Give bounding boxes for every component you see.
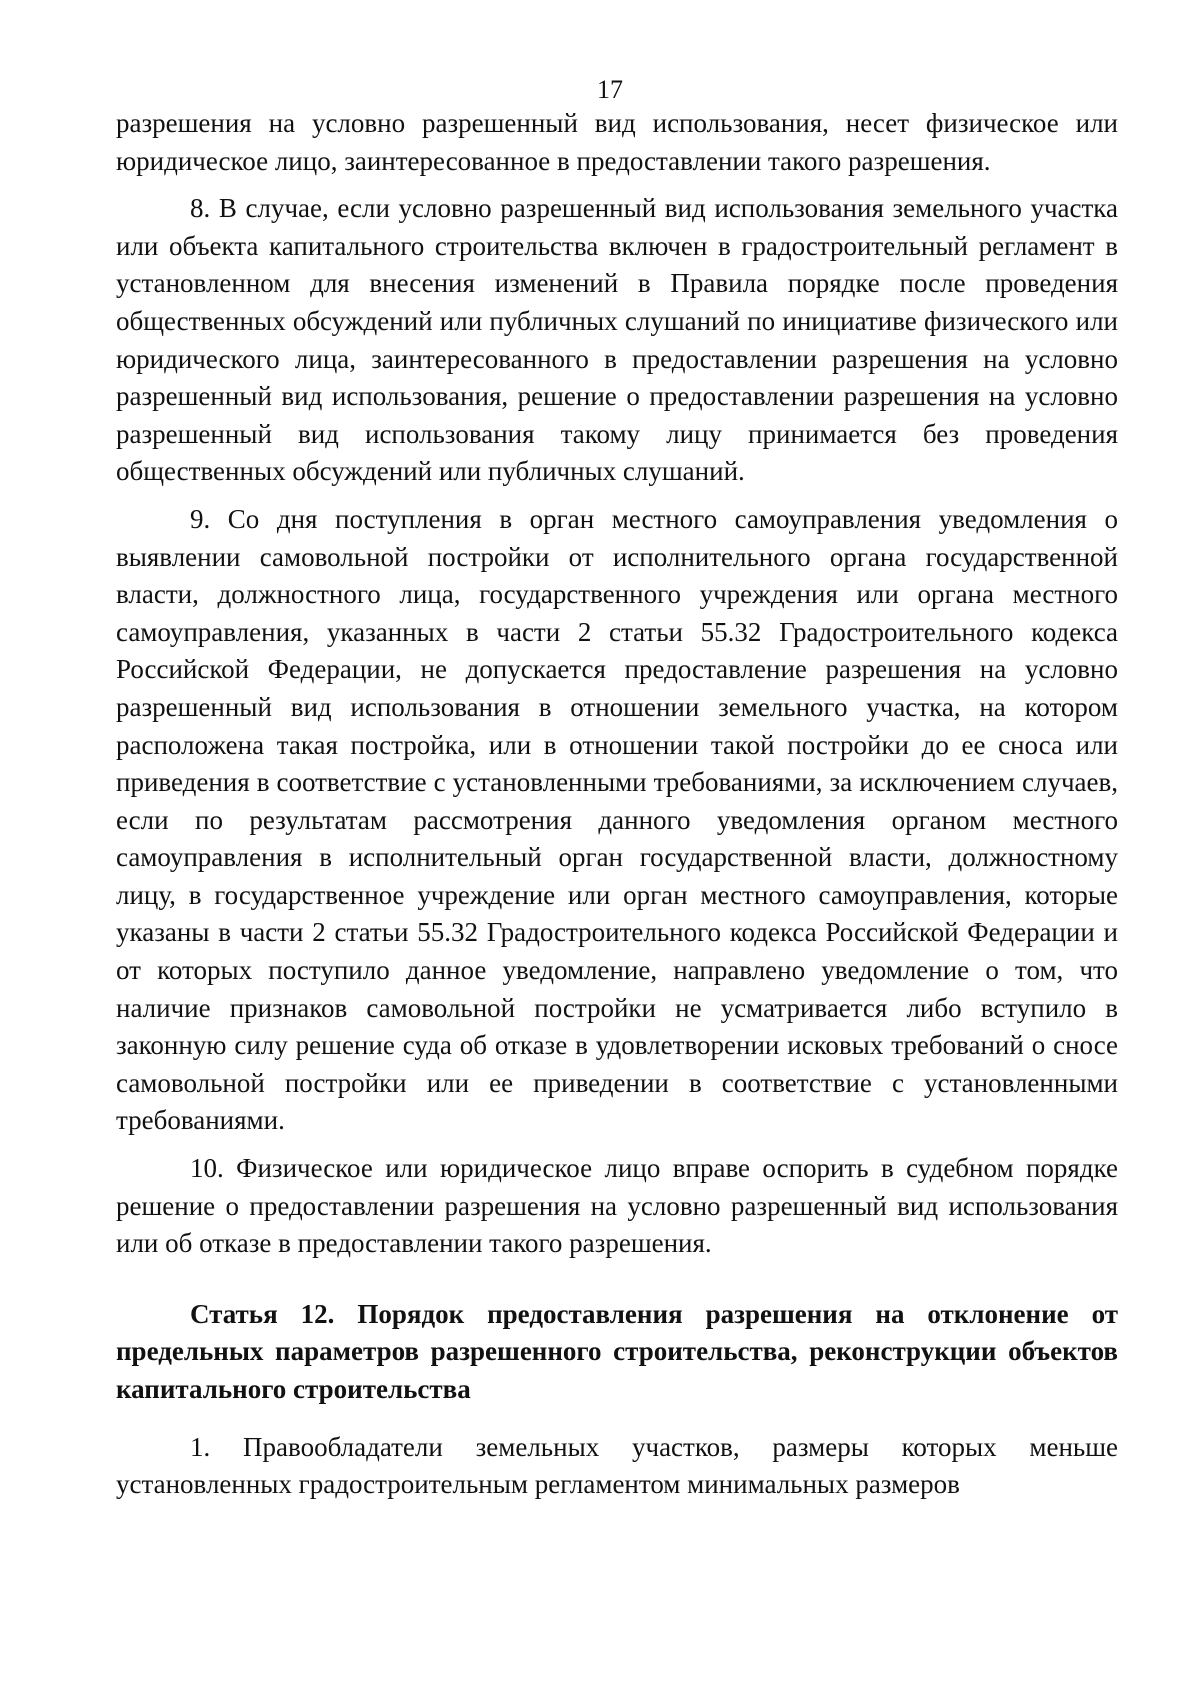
paragraph-10: 10. Физическое или юридическое лицо вправе оспорить в судебном порядке решение о предоставлении разрешения на условно разрешенный вид использования или об отказе в предоставлении такого разрешения. xyxy=(116,1153,1118,1259)
article-12-heading: Статья 12. Порядок предоставления разрешения на отклонение от предельных параметров разрешенного строительства, реконструкции объектов капитального строительства xyxy=(116,1298,1118,1404)
document-page xyxy=(116,72,1118,1504)
paragraph-8: 8. В случае, если условно разрешенный вид использования земельного участка или объекта капитального строительства включен в градостроительный регламент в установленном для внесения изменений в Правила порядке после проведения общественных обсуждений или публичных слушаний по инициативе физического или юридического лица, заинтересованного в предоставлении разрешения на условно разрешенный вид использования, решение о предоставлении разрешения на условно разрешенный вид использования такому лицу принимается без проведения общественных обсуждений или публичных слушаний. xyxy=(116,193,1118,487)
page-number: 17 xyxy=(597,75,623,104)
article-12-paragraph-1: 1. Правообладатели земельных участков, размеры которых меньше установленных градостроительным регламентом минимальных размеров xyxy=(116,1431,1118,1500)
paragraph-9: 9. Со дня поступления в орган местного самоуправления уведомления о выявлении самовольной постройки от исполнительного органа государственной власти, должностного лица, государственного учреждения или органа местного самоуправления, указанных в части 2 статьи 55.32 Градостроительного кодекса Российской Федерации, не допускается предоставление разрешения на условно разрешенный вид использования в отношении земельного участка, на котором расположена такая постройка, или в отношении такой постройки до ее сноса или приведения в соответствие с установленными требованиями, за исключением случаев, если по результатам рассмотрения данного уведомления органом местного самоуправления в исполнительный орган государственной власти, должностному лицу, в государственное учреждение или орган местного самоуправления, которые указаны в части 2 статьи 55.32 Градостроительного кодекса Российской Федерации и от которых поступило данное уведомление, направлено уведомление о том, что наличие признаков самовольной постройки не усматривается либо вступило в законную силу решение суда об отказе в удовлетворении исковых требований о сносе самовольной постройки или ее приведении в соответствие с установленными требованиями. xyxy=(116,503,1118,1136)
paragraph-continuation: разрешения на условно разрешенный вид использования, несет физическое или юридическое лицо, заинтересованное в предоставлении такого разрешения. xyxy=(116,108,1118,176)
